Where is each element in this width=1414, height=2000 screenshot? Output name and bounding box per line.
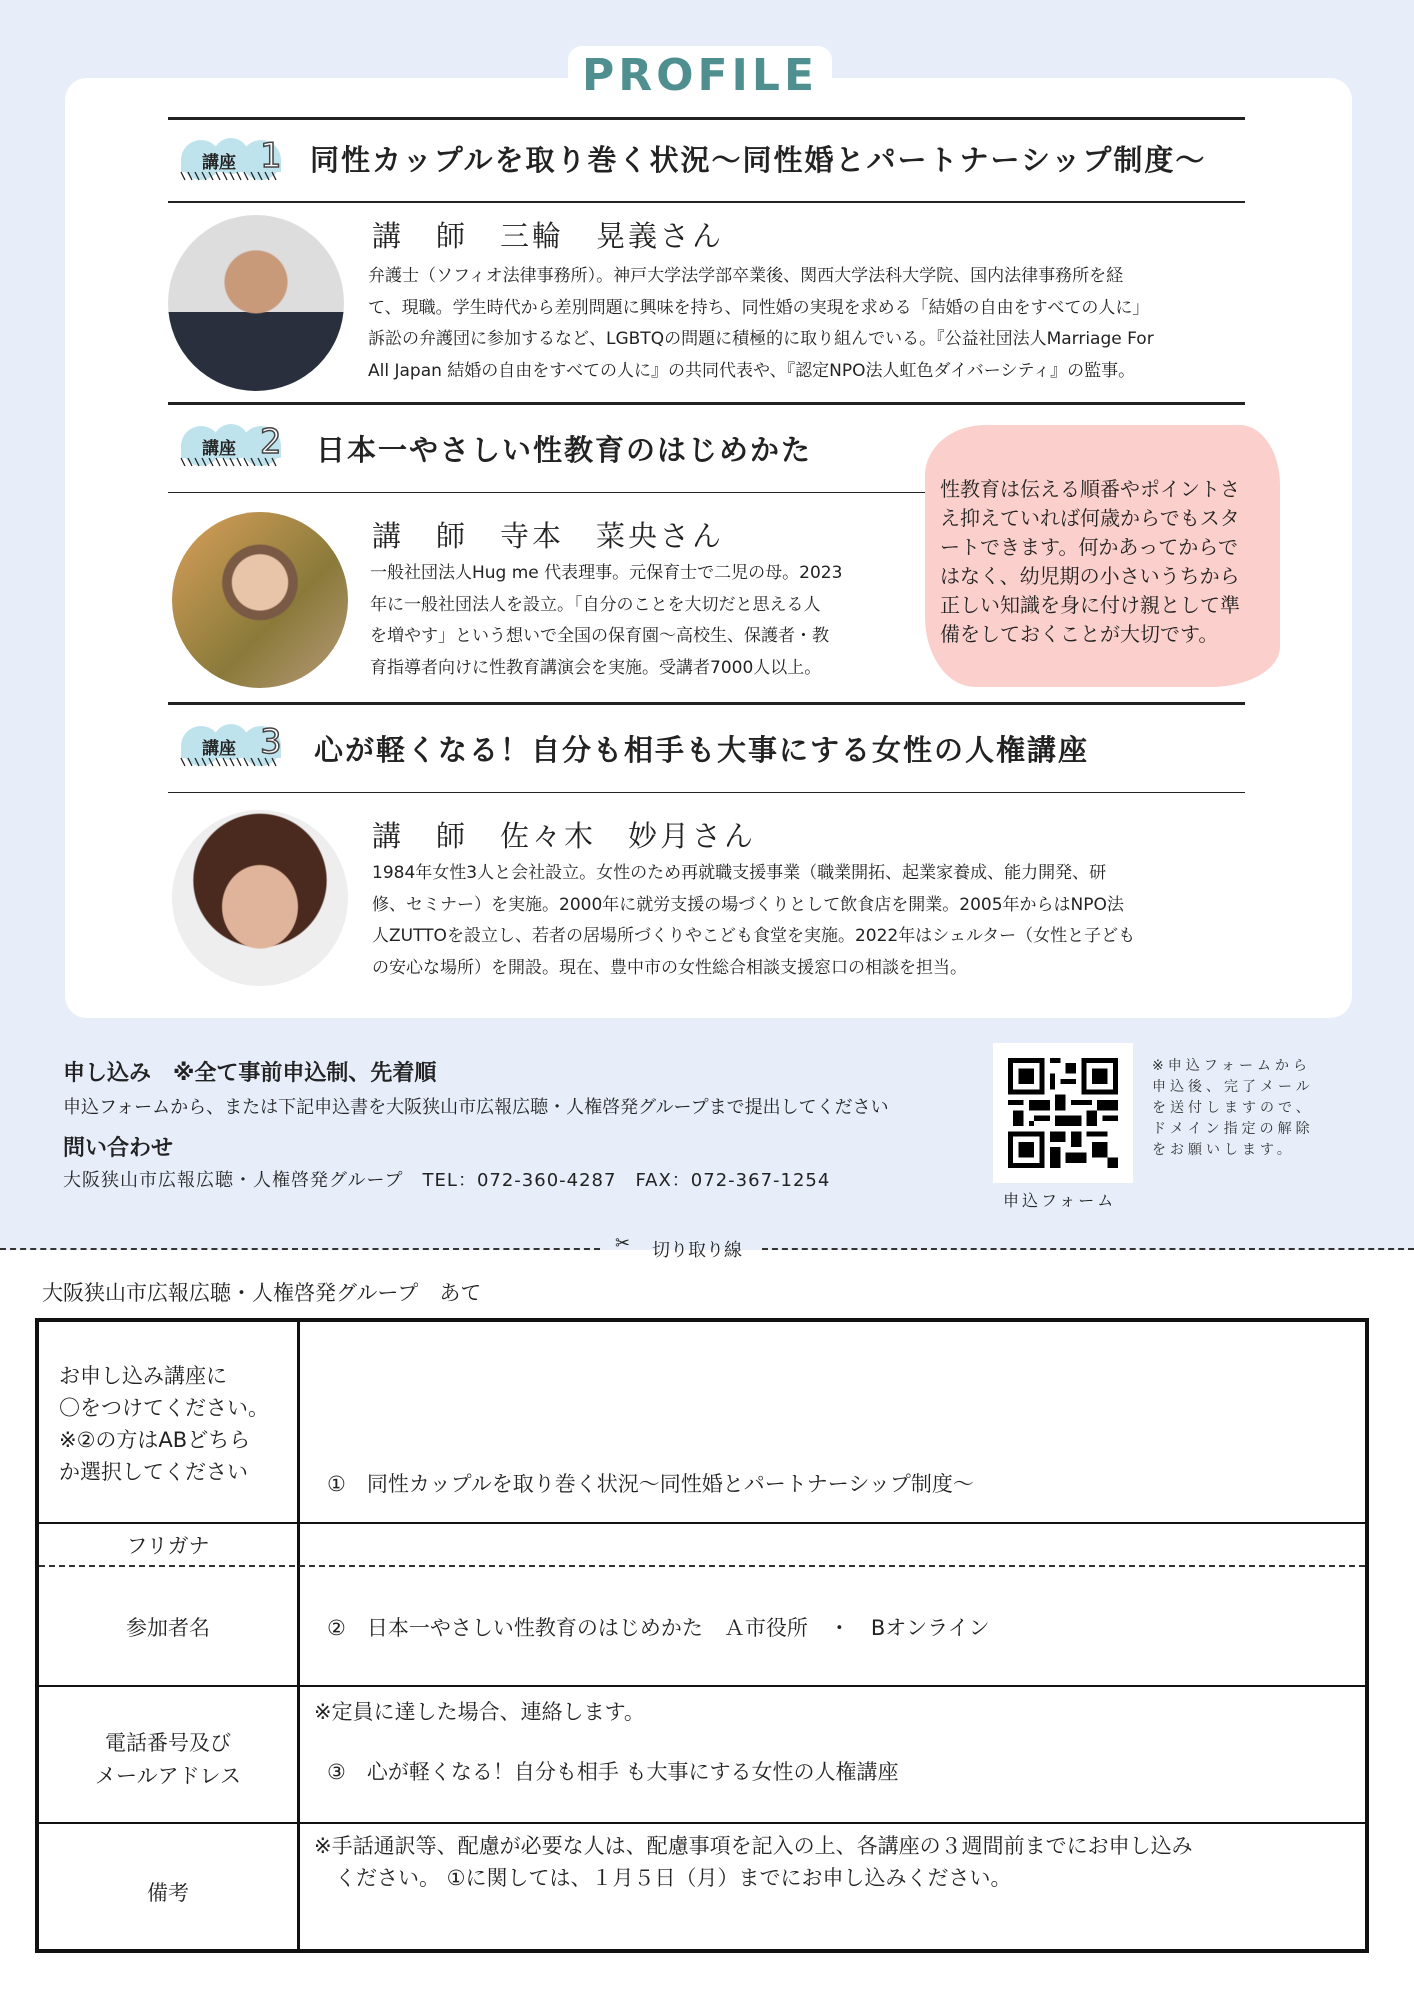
course-title-1: 同性カップルを取り巻く状況〜同性婚とパートナーシップ制度〜 [310,143,1207,177]
divider [168,792,1245,793]
apply-heading: 申し込み ※全て事前申込制、先着順 [63,1061,437,1086]
speaker-name-3: 講 師 佐々木 妙月さん [372,819,757,853]
qr-label: 申込フォーム [1003,1191,1117,1210]
speaker-photo-3 [172,810,348,986]
cut-line-left [0,1248,600,1250]
apply-text: 申込フォームから、または下記申込書を大阪狭山市広報広聴・人権啓発グループまで提出してください [63,1097,889,1118]
speaker-name-2: 講 師 寺本 菜央さん [372,519,725,553]
speaker-bio-3: 1984年女性3人と会社設立。女性のため再就職支援事業（職業開拓、起業家養成、能力開発、研 修、セミナー）を実施。2000年に就労支援の場づくりとして飲食店を開業。2005年からはNPO法 人ZUTTOを設立し、若者の居場所づくりやこども食堂を実施。2022年はシェルター（女性と子ども の安心な場所）を開設。現在、豊中市の女性総合相談支援窓口の相談を担当。 [372,863,1136,978]
course-badge-3 [176,724,286,772]
divider [168,402,1245,405]
speaker-name-1: 講 師 三輪 晃義さん [372,219,725,253]
course-label: お申し込み講座に 〇をつけてください。 ※②の方はABどちら か選択してください [59,1364,269,1484]
course-badge-1 [176,138,286,186]
divider [168,492,930,493]
application-form [35,1318,1369,1953]
speaker-photo-1 [168,215,344,391]
qr-code[interactable] [993,1043,1133,1183]
cut-label: 切り取り線 [652,1240,742,1261]
speaker-bio-2: 一般社団法人Hug me 代表理事。元保育士で二児の母。2023 年に一般社団法人を設立。「自分のことを大切だと思える人 を増やす」という想いで全国の保育園〜高校生、保護者・教 育指導者向けに性教育講演会を実施。受講者7000人以上。 [370,563,843,678]
name-label: 参加者名 [126,1616,210,1640]
contact-info: 大阪狭山市広報広聴・人権啓発グループ TEL：072-360-4287 FAX：072-367-1254 [63,1170,831,1191]
badge-number: 1 [260,136,282,176]
divider [168,201,1245,203]
form-addressee: 大阪狭山市広報広聴・人権啓発グループ あて [42,1281,482,1305]
divider [168,702,1245,705]
course-option-1[interactable]: ① 同性カップルを取り巻く状況〜同性婚とパートナーシップ制度〜 [327,1472,974,1496]
speech-bubble: 性教育は伝える順番やポイントさ え抑えていれば何歳からでもスタ ートできます。何かあってからで はなく、幼児期の小さいうちから 正しい知識を身に付け親として準 備をしておくことが大切です。 [925,425,1280,687]
furigana-input[interactable] [300,1522,1365,1565]
course-title-2: 日本一やさしい性教育のはじめかた [316,433,813,467]
course-title-3: 心が軽くなる！自分も相手も大事にする女性の人権講座 [314,733,1090,767]
remarks-note: ※手話通訳等、配慮が必要な人は、配慮事項を記入の上、各講座の３週間前までにお申し込み ください。 ①に関しては、１月５日（月）までにお申し込みください。 [314,1834,1193,1890]
cut-line-right [762,1248,1414,1250]
scissors-icon: ✂ [615,1233,631,1254]
phone-note: ※定員に達した場合、連絡します。 [314,1700,645,1724]
furigana-label: フリガナ [126,1534,210,1558]
badge-label: 講座 [202,739,236,759]
speaker-photo-2 [172,512,348,688]
contact-heading: 問い合わせ [63,1136,174,1161]
course-option-2[interactable]: ② 日本一やさしい性教育のはじめかた Ａ市役所 ・ Bオンライン [327,1616,990,1640]
course-option-3[interactable]: ③ 心が軽くなる！自分も相手 も大事にする女性の人権講座 [327,1760,899,1784]
course-badge-2 [176,424,286,472]
profile-title: PROFILE [568,46,832,106]
badge-number: 3 [260,722,282,762]
badge-label: 講座 [202,439,236,459]
badge-number: 2 [260,422,282,462]
badge-label: 講座 [202,153,236,173]
qr-note: ※申込フォームから 申込後、完了メール を送付しますので、 ドメイン指定の解除 をお願いします。 [1152,1058,1314,1158]
phone-label: 電話番号及び メールアドレス [95,1731,241,1788]
divider [168,117,1245,120]
speaker-bio-1: 弁護士（ソフィオ法律事務所）。神戸大学法学部卒業後、関西大学法科大学院、国内法律事務所を経 て、現職。学生時代から差別問題に興味を持ち、同性婚の実現を求める「結婚の自由をすべての人に」 訴訟の弁護団に参加するなど、LGBTQの問題に積極的に取り組んでいる。『公益社団法人Marriage For All Japan 結婚の自由をすべての人に』の共同代表や、『認定NPO法人虹色ダイバーシティ』の監事。 [368,266,1154,381]
name-input[interactable] [300,1567,1365,1685]
remarks-label: 備考 [147,1881,189,1905]
